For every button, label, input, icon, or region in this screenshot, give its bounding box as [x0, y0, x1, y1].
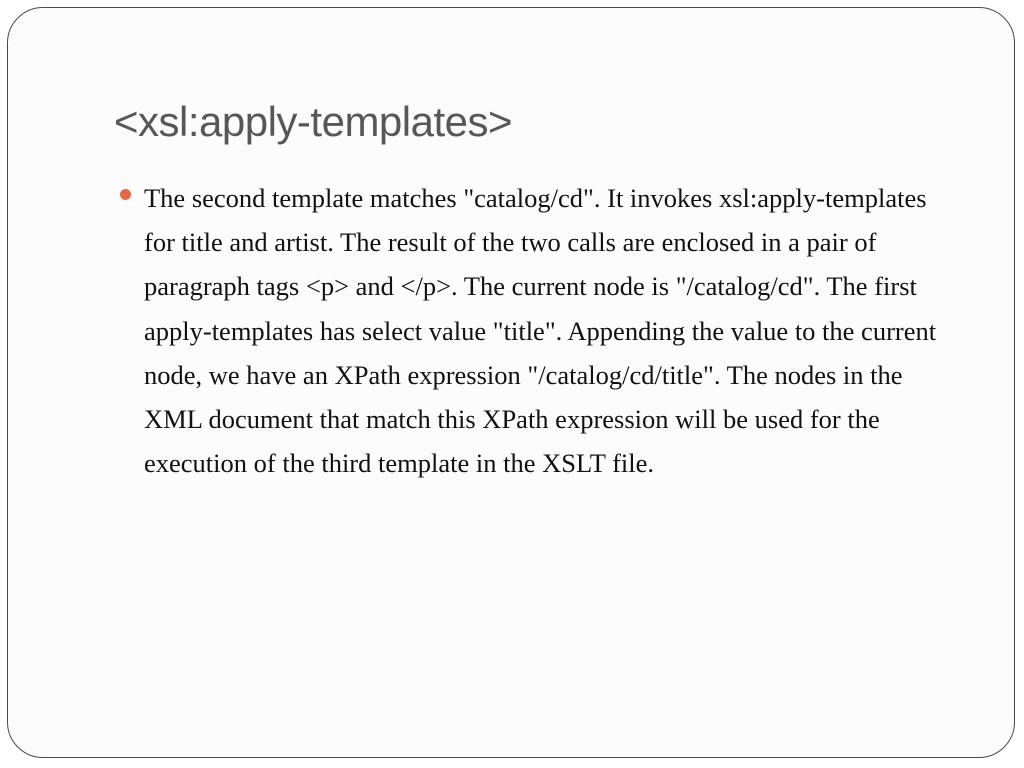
- bullet-list: [114, 176, 974, 485]
- slide: [7, 7, 1015, 758]
- bullet-dot-icon: [120, 189, 131, 200]
- bullet-text: The second template matches "catalog/cd". It invokes xsl:apply-templates for title and artist. The result of the two calls are enclosed in a pair of paragraph tags <p> and </p>. The current node is "/catalog/cd". The first apply-templates has select value "title". Appending the value to the current node, we have an XPath expression "/catalog/cd/title". The nodes in the XML document that match this XPath expression will be used for the execution of the third template in the XSLT file.: [144, 183, 937, 479]
- slide-title: <xsl:apply-templates>: [114, 98, 513, 145]
- bullet-item: [114, 176, 974, 485]
